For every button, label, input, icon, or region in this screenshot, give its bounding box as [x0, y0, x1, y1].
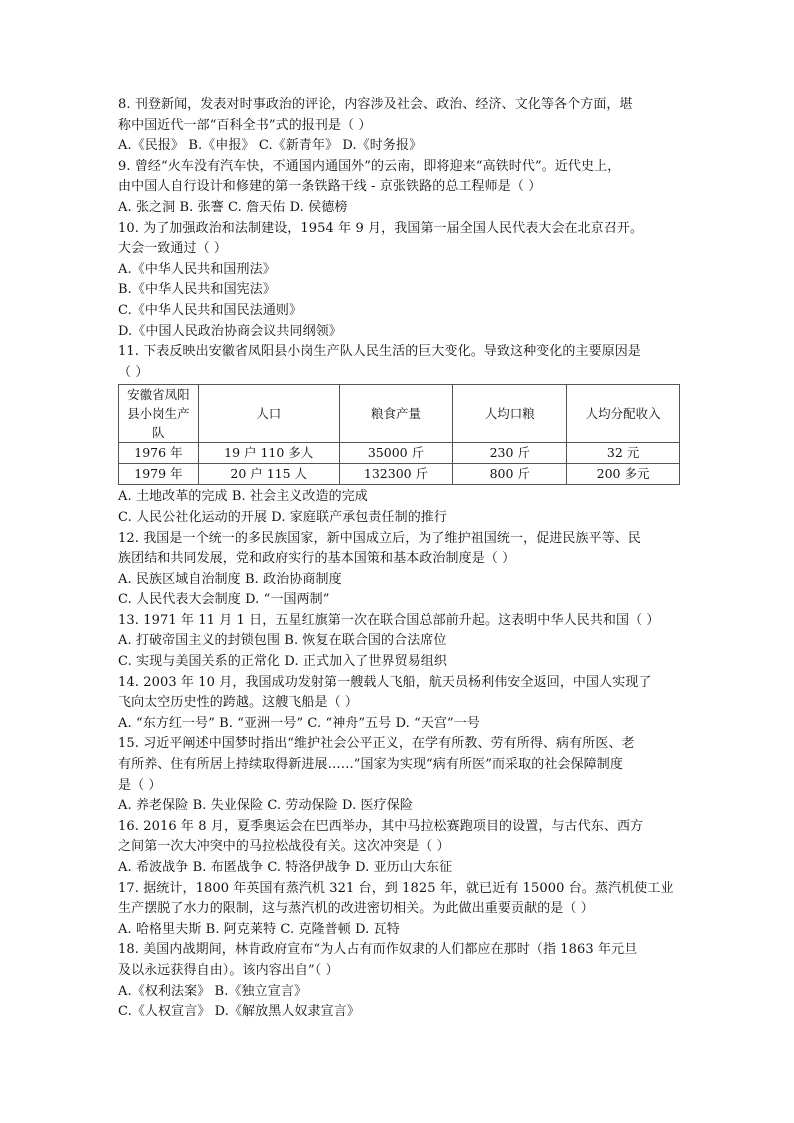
question-text: 17. 据统计，1800 年英国有蒸汽机 321 台，到 1825 年，就已近有 15000 台。蒸汽机使工业: [118, 880, 674, 896]
exam-page: [118, 95, 684, 1023]
question-13: [118, 611, 684, 673]
table-header-cell: 粮食产量: [339, 385, 453, 443]
answer-options: A. 哈格里夫斯 B. 阿克莱特 C. 克隆普顿 D. 瓦特: [118, 921, 400, 937]
answer-options: C.《人权宣言》 D.《解放黑人奴隶宣言》: [118, 1004, 360, 1020]
question-11: [118, 342, 684, 528]
question-text: 14. 2003 年 10 月，我国成功发射第一艘载人飞船，航天员杨利伟安全返回，中国人实现了: [118, 674, 652, 690]
question-text: 10. 为了加强政治和法制建设，1954 年 9 月，我国第一届全国人民代表大会在北京召开。: [118, 220, 644, 236]
answer-options: A.《民报》 B.《申报》 C.《新青年》 D.《时务报》: [118, 138, 423, 154]
question-text: 之间第一次大冲突中的马拉松战役有关。这次冲突是（ ）: [118, 839, 450, 855]
table-cell: 20 户 115 人: [198, 464, 339, 485]
table-cell: 19 户 110 多人: [198, 443, 339, 464]
question-text: 飞向太空历史性的跨越。这艘飞船是（ ）: [118, 695, 359, 711]
question-16: [118, 817, 684, 879]
table-header-cell: 安徽省凤阳县小岗生产队: [119, 385, 199, 443]
option-a: A.《中华人民共和国刑法》: [118, 261, 276, 277]
question-text: 8. 刊登新闻，发表对时事政治的评论，内容涉及社会、政治、经济、文化等各个方面，堪: [118, 97, 633, 112]
question-text: 称中国近代一部“百科全书”式的报刊是（ ）: [118, 117, 372, 133]
question-17: [118, 879, 684, 941]
table-row: [119, 443, 680, 464]
question-text: 13. 1971 年 11 月 1 日，五星红旗第一次在联合国总部前升起。这表明中华人民共和国（ ）: [118, 612, 660, 628]
question-text: 及以永远获得自由）。该内容出自”（ ）: [118, 962, 339, 978]
table-header-cell: 人均分配收入: [567, 385, 680, 443]
option-d: D.《中国人民政治协商会议共同纲领》: [118, 323, 342, 339]
question-text: （ ）: [118, 364, 149, 380]
table-header-cell: 人均口粮: [453, 385, 567, 443]
question-10: [118, 219, 684, 343]
table-cell: 1976 年: [119, 443, 199, 464]
question-text: 11. 下表反映出安徽省凤阳县小岗生产队人民生活的巨大变化。导致这种变化的主要原因是: [118, 344, 642, 360]
question-text: 16. 2016 年 8 月，夏季奥运会在巴西举办，其中马拉松赛跑项目的设置，与古代东、西方: [118, 818, 644, 834]
question-text: 生产摆脱了水力的限制，这与蒸汽机的改进密切相关。为此做出重要贡献的是（ ）: [118, 901, 594, 917]
question-text: 9. 曾经“火车没有汽车快，不通国内通国外”的云南，即将迎来“高铁时代”。近代史上，: [118, 158, 621, 174]
table-cell: 35000 斤: [339, 443, 453, 464]
question-text: 18. 美国内战期间，林肯政府宣布“为人占有而作奴隶的人们都应在那时（指 1863 年元旦: [118, 942, 638, 958]
question-15: [118, 734, 684, 816]
table-cell: 200 多元: [567, 464, 680, 485]
table-cell: 800 斤: [453, 464, 567, 485]
table-cell: 32 元: [567, 443, 680, 464]
question-text: 由中国人自行设计和修建的第一条铁路干线 - 京张铁路的总工程师是（ ）: [118, 179, 542, 195]
option-b: B.《中华人民共和国宪法》: [118, 282, 276, 298]
question-8: [118, 95, 684, 157]
option-c: C.《中华人民共和国民法通则》: [118, 302, 303, 318]
answer-options: A. “东方红一号” B. “亚洲一号” C. “神舟”五号 D. “天宫”一号: [118, 715, 481, 731]
question-text: 大会一致通过（ ）: [118, 241, 228, 257]
answer-options: A.《权利法案》 B.《独立宣言》: [118, 983, 308, 999]
data-table: [118, 384, 680, 485]
question-text: 12. 我国是一个统一的多民族国家，新中国成立后，为了维护祖国统一，促进民族平等、民: [118, 530, 642, 546]
table-row: [119, 464, 680, 485]
question-14: [118, 673, 684, 735]
table-cell: 230 斤: [453, 443, 567, 464]
question-18: [118, 940, 684, 1022]
table-cell: 1979 年: [119, 464, 199, 485]
answer-options: A. 养老保险 B. 失业保险 C. 劳动保险 D. 医疗保险: [118, 798, 413, 814]
question-text: 15. 习近平阐述中国梦时指出“维护社会公平正义，在学有所教、劳有所得、病有所医、老: [118, 736, 635, 752]
question-text: 族团结和共同发展，党和政府实行的基本国策和基本政治制度是（ ）: [118, 551, 516, 567]
table-header-cell: 人口: [198, 385, 339, 443]
table-header-row: [119, 385, 680, 443]
answer-options: A. 张之洞 B. 张謇 C. 詹天佑 D. 侯德榜: [118, 199, 348, 215]
answer-options: A. 民族区域自治制度 B. 政治协商制度: [118, 571, 342, 587]
question-text: 有所养、住有所居上持续取得新进展……”国家为实现“病有所医”而采取的社会保障制度: [118, 757, 623, 773]
answer-options: A. 土地改革的完成 B. 社会主义改造的完成: [118, 489, 368, 505]
answer-options: A. 希波战争 B. 布匿战争 C. 特洛伊战争 D. 亚历山大东征: [118, 860, 453, 875]
answer-options: C. 实现与美国关系的正常化 D. 正式加入了世界贸易组织: [118, 654, 448, 670]
answer-options: C. 人民公社化运动的开展 D. 家庭联产承包责任制的推行: [118, 509, 448, 525]
answer-options: C. 人民代表大会制度 D. “一国两制”: [118, 592, 330, 608]
table-cell: 132300 斤: [339, 464, 453, 485]
question-12: [118, 529, 684, 611]
question-9: [118, 157, 684, 219]
question-text: 是（ ）: [118, 777, 162, 793]
answer-options: A. 打破帝国主义的封锁包围 B. 恢复在联合国的合法席位: [118, 633, 447, 649]
